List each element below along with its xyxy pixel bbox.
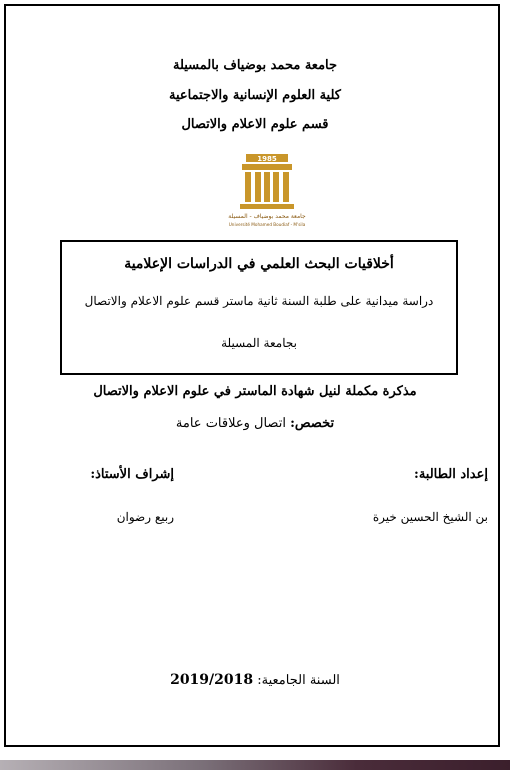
supervisor-name: ربيع رضوان — [116, 510, 174, 524]
title-box — [60, 240, 458, 375]
logo-lintel — [242, 164, 292, 170]
logo-column — [273, 172, 279, 202]
logo-column — [283, 172, 289, 202]
thesis-title: أخلاقيات البحث العلمي في الدراسات الإعلامية — [124, 256, 394, 272]
logo-name-ar: جامعة محمد بوضياف - المسيلة — [228, 213, 306, 220]
memo-description: مذكرة مكملة لنيل شهادة الماستر في علوم الاعلام والاتصال — [93, 384, 417, 399]
logo-year: 1985 — [257, 155, 277, 163]
student-name: بن الشيخ الحسين خيرة — [372, 510, 488, 524]
academic-year-value: 2019/2018 — [170, 672, 254, 688]
academic-year-line — [0, 672, 510, 688]
specialty-label: تخصص: — [290, 416, 335, 431]
faculty-name: كلية العلوم الإنسانية والاجتماعية — [169, 88, 341, 103]
supervisor-label: إشراف الأستاذ: — [90, 467, 174, 482]
academic-year-label: السنة الجامعية: — [257, 673, 340, 688]
logo-name-en: Université Mohamed Boudiaf - M'sila — [228, 222, 306, 227]
page-border — [4, 4, 500, 747]
thesis-subtitle-line2: بجامعة المسيلة — [221, 336, 297, 350]
bottom-decorative-bar — [0, 760, 510, 770]
student-label: إعداد الطالبة: — [414, 467, 488, 482]
specialty-value: اتصال وعلاقات عامة — [175, 416, 286, 431]
logo-column — [245, 172, 251, 202]
logo-column — [264, 172, 270, 202]
logo-base — [240, 204, 294, 209]
university-logo — [224, 150, 310, 230]
university-name: جامعة محمد بوضياف بالمسيلة — [172, 58, 338, 73]
university-logo-icon — [224, 150, 310, 230]
department-name: قسم علوم الاعلام والاتصال — [181, 117, 329, 132]
thesis-subtitle-line1: دراسة ميدانية على طلبة السنة ثانية ماستر قسم علوم الاعلام والاتصال — [84, 294, 434, 308]
specialty-line — [0, 416, 510, 431]
logo-column — [255, 172, 261, 202]
